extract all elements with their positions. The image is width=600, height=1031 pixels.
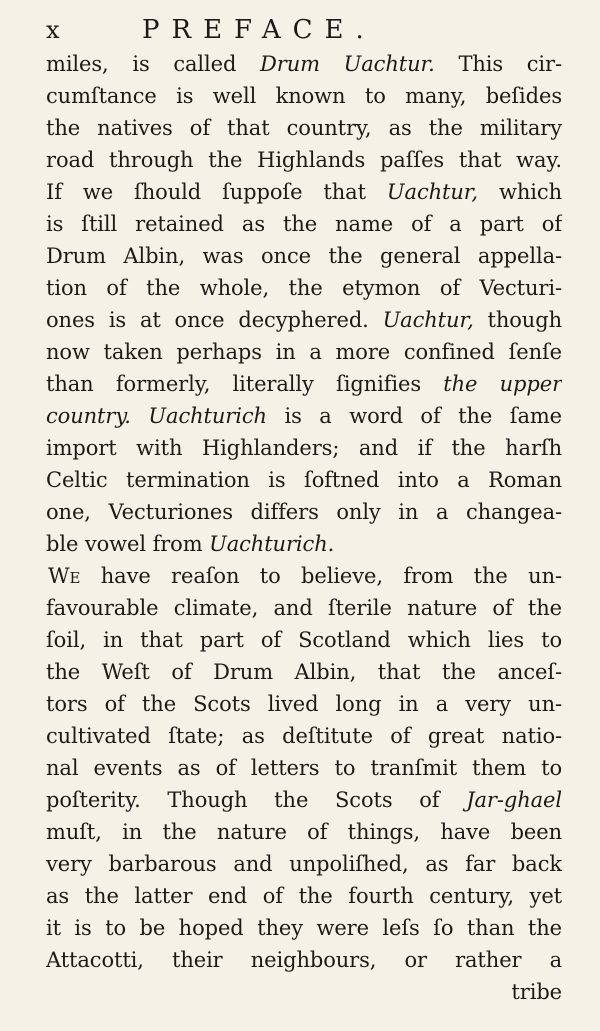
text-segment: ble vowel from xyxy=(46,532,210,556)
text-line xyxy=(46,816,562,848)
text-segment: the Weſt of Drum Albin, that the anceſ- xyxy=(46,660,562,684)
text-line xyxy=(46,560,562,592)
text-line xyxy=(46,528,562,560)
text-line xyxy=(46,944,562,976)
text-segment: though xyxy=(473,308,562,332)
body-text xyxy=(46,48,562,1008)
text-line xyxy=(46,624,562,656)
running-head: PREFACE. xyxy=(142,15,376,45)
text-segment: is a word of the ſame xyxy=(266,404,562,428)
text-segment: If we ſhould ſuppoſe that xyxy=(46,180,387,204)
text-segment: which xyxy=(478,180,562,204)
text-segment: it is to be hoped they were leſs ſo than the xyxy=(46,916,562,940)
text-line xyxy=(46,656,562,688)
text-line xyxy=(46,208,562,240)
text-segment: ſoil, in that part of Scotland which lies to xyxy=(46,628,562,652)
text-line xyxy=(46,304,562,336)
text-segment: This cir- xyxy=(434,52,562,76)
text-segment: is ſtill retained as the name of a part of xyxy=(46,212,562,236)
text-segment: import with Highlanders; and if the harſh xyxy=(46,436,562,460)
text-segment: as the latter end of the fourth century, yet xyxy=(46,884,562,908)
italic-text: Uachturich. xyxy=(209,532,335,556)
text-segment: very barbarous and unpoliſhed, as far back xyxy=(46,852,562,876)
text-line xyxy=(46,336,562,368)
text-segment: Celtic termination is ſoftned into a Roman xyxy=(46,468,562,492)
text-segment: poſterity. Though the Scots of xyxy=(46,788,467,812)
italic-text: Drum Uachtur. xyxy=(260,52,435,76)
text-segment: muſt, in the nature of things, have been xyxy=(46,820,562,844)
text-segment: nal events as of letters to tranſmit them to xyxy=(46,756,562,780)
text-segment: miles, is called xyxy=(46,52,261,76)
text-line xyxy=(46,176,562,208)
text-segment: ones is at once decyphered. xyxy=(46,308,383,332)
text-line xyxy=(46,752,562,784)
text-segment: tion of the whole, the etymon of Vecturi- xyxy=(46,276,562,300)
text-line xyxy=(46,144,562,176)
text-segment: one, Vecturiones differs only in a changea- xyxy=(46,500,562,524)
text-line xyxy=(46,496,562,528)
text-line xyxy=(46,80,562,112)
text-segment: have reaſon to believe, from the un- xyxy=(80,564,562,588)
text-line xyxy=(46,240,562,272)
italic-text: Uachtur, xyxy=(386,180,478,204)
text-line xyxy=(46,880,562,912)
text-segment: now taken perhaps in a more confined ſenſe xyxy=(46,340,562,364)
text-line xyxy=(46,688,562,720)
italic-text: country. xyxy=(46,404,131,428)
text-line xyxy=(46,112,562,144)
text-segment: cumſtance is well known to many, beſides xyxy=(46,84,562,108)
text-line xyxy=(46,48,562,80)
text-segment: tors of the Scots lived long in a very un- xyxy=(46,692,562,716)
text-line xyxy=(46,432,562,464)
text-segment: Drum Albin, was once the general appella- xyxy=(46,244,562,268)
italic-text: Jar-ghael xyxy=(466,788,562,812)
italic-text: Uachturich xyxy=(148,404,267,428)
text-line xyxy=(46,400,562,432)
text-segment: road through the Highlands paſſes that way. xyxy=(46,148,562,172)
italic-text: Uachtur, xyxy=(382,308,474,332)
text-segment: cultivated ſtate; as deſtitute of great natio- xyxy=(46,724,562,748)
text-segment: tribe xyxy=(511,980,562,1004)
text-segment xyxy=(131,404,149,428)
italic-text: the upper xyxy=(443,372,562,396)
text-line xyxy=(46,912,562,944)
text-line xyxy=(46,720,562,752)
text-line xyxy=(46,976,562,1008)
text-line xyxy=(46,592,562,624)
text-segment: the natives of that country, as the military xyxy=(46,116,562,140)
text-line xyxy=(46,464,562,496)
text-segment: than formerly, literally ſignifies xyxy=(46,372,444,396)
text-line xyxy=(46,848,562,880)
text-line xyxy=(46,272,562,304)
small-caps-text: We xyxy=(48,564,81,588)
text-line xyxy=(46,368,562,400)
page-header xyxy=(46,10,554,50)
page-number: x xyxy=(46,16,60,44)
text-segment: Attacotti, their neighbours, or rather a xyxy=(46,948,562,972)
text-line xyxy=(46,784,562,816)
text-segment: favourable climate, and ſterile nature of the xyxy=(46,596,562,620)
